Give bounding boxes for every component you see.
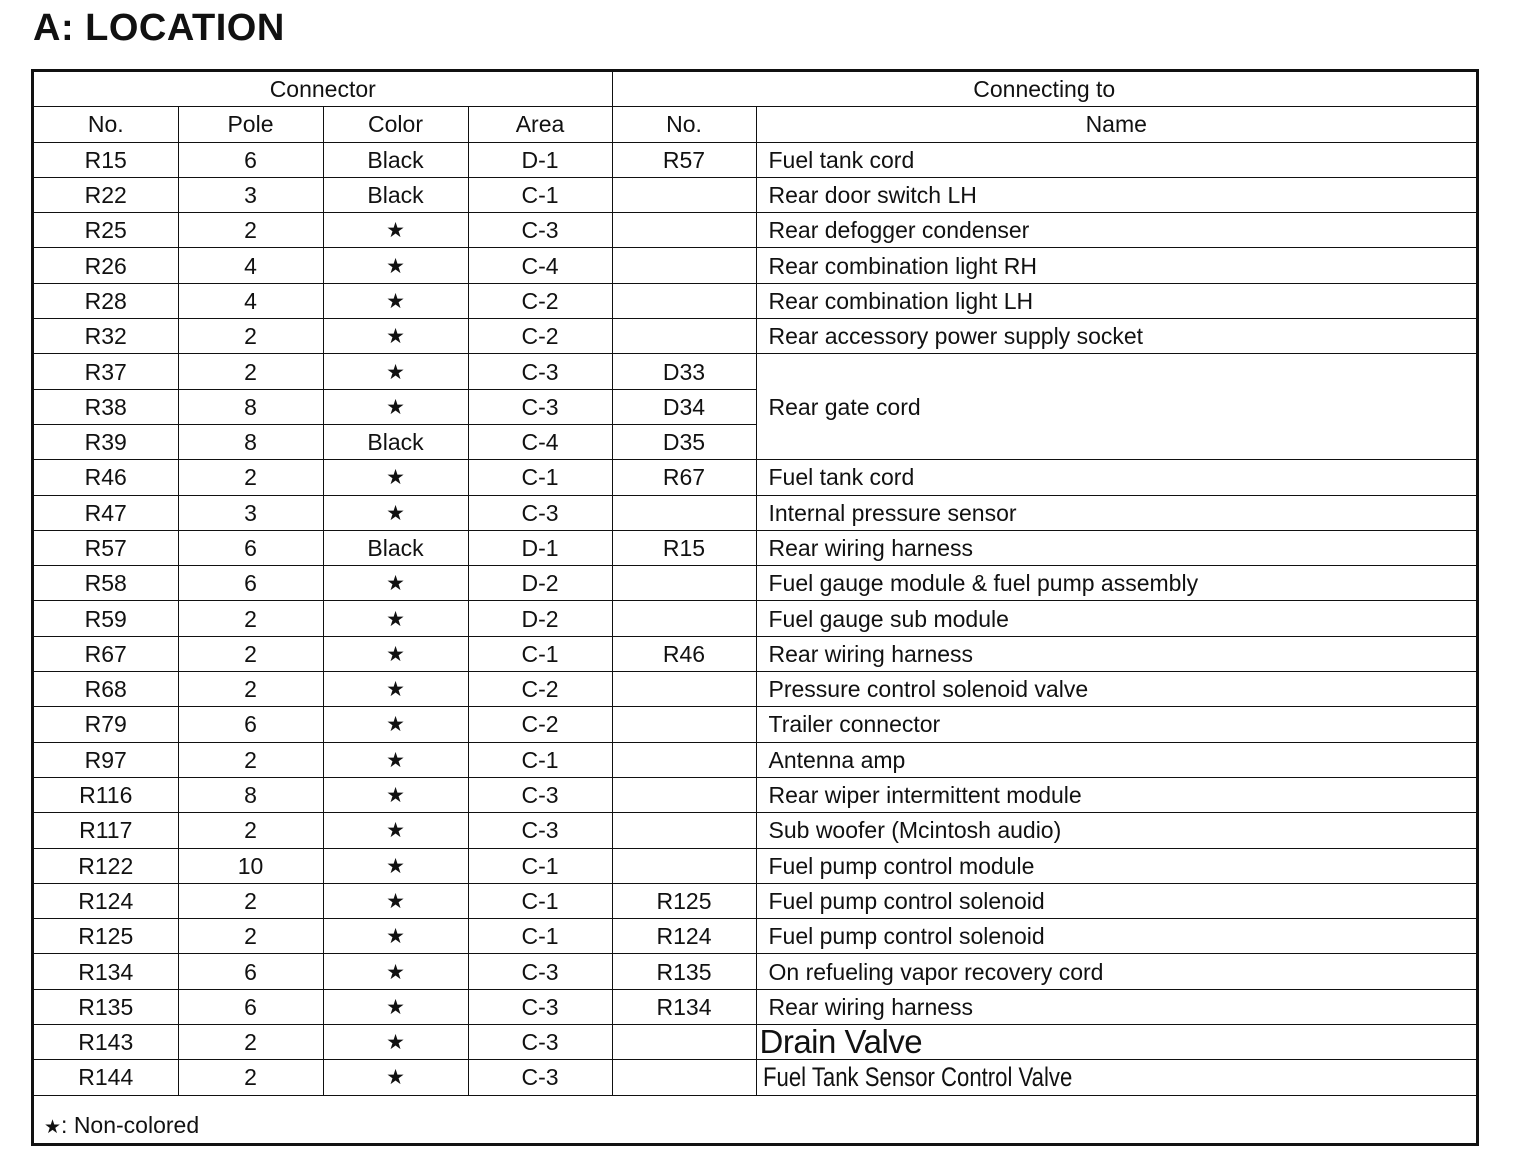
table-row bbox=[34, 919, 1476, 954]
table-row bbox=[34, 248, 1476, 283]
table-row bbox=[34, 636, 1476, 671]
cell-pole: 2 bbox=[178, 319, 323, 354]
cell-no: R97 bbox=[34, 742, 178, 777]
cell-area: C-1 bbox=[468, 742, 612, 777]
cell-connecting-no: R125 bbox=[612, 883, 756, 918]
cell-connecting-no bbox=[612, 777, 756, 812]
cell-pole: 2 bbox=[178, 354, 323, 389]
table-row bbox=[34, 566, 1476, 601]
cell-color-star-icon: ★ bbox=[323, 883, 468, 918]
cell-pole: 6 bbox=[178, 954, 323, 989]
cell-area: C-3 bbox=[468, 389, 612, 424]
cell-color-star-icon: ★ bbox=[323, 777, 468, 812]
table-row bbox=[34, 601, 1476, 636]
cell-name: Rear door switch LH bbox=[756, 177, 1476, 212]
cell-connecting-no bbox=[612, 1060, 756, 1095]
cell-connecting-no: R134 bbox=[612, 989, 756, 1024]
cell-name: Fuel pump control solenoid bbox=[756, 919, 1476, 954]
cell-no: R32 bbox=[34, 319, 178, 354]
cell-no: R125 bbox=[34, 919, 178, 954]
column-header-color: Color bbox=[323, 107, 468, 142]
cell-name bbox=[756, 1060, 1476, 1095]
cell-connecting-no bbox=[612, 213, 756, 248]
cell-name: Fuel gauge module & fuel pump assembly bbox=[756, 566, 1476, 601]
cell-pole: 3 bbox=[178, 177, 323, 212]
cell-name: Rear combination light LH bbox=[756, 283, 1476, 318]
cell-color-star-icon: ★ bbox=[323, 283, 468, 318]
cell-pole: 2 bbox=[178, 213, 323, 248]
cell-connecting-no bbox=[612, 566, 756, 601]
cell-color: Black bbox=[323, 424, 468, 459]
column-header-area: Area bbox=[468, 107, 612, 142]
cell-pole: 3 bbox=[178, 495, 323, 530]
table-row bbox=[34, 707, 1476, 742]
cell-pole: 2 bbox=[178, 742, 323, 777]
cell-area: C-1 bbox=[468, 848, 612, 883]
cell-area: C-3 bbox=[468, 495, 612, 530]
cell-connecting-no: D34 bbox=[612, 389, 756, 424]
cell-no: R68 bbox=[34, 672, 178, 707]
cell-color-star-icon: ★ bbox=[323, 742, 468, 777]
connector-table bbox=[34, 72, 1476, 1096]
cell-name: Rear combination light RH bbox=[756, 248, 1476, 283]
cell-name: Fuel gauge sub module bbox=[756, 601, 1476, 636]
star-icon: ★ bbox=[44, 1116, 62, 1138]
cell-color-star-icon: ★ bbox=[323, 672, 468, 707]
cell-no: R47 bbox=[34, 495, 178, 530]
cell-name: Fuel pump control solenoid bbox=[756, 883, 1476, 918]
cell-area: D-1 bbox=[468, 530, 612, 565]
cell-area: C-4 bbox=[468, 424, 612, 459]
cell-pole: 2 bbox=[178, 672, 323, 707]
cell-no: R143 bbox=[34, 1025, 178, 1060]
cell-no: R79 bbox=[34, 707, 178, 742]
cell-name-text: Fuel Tank Sensor Control Valve bbox=[762, 1061, 1072, 1092]
table-row bbox=[34, 283, 1476, 318]
cell-name: Sub woofer (Mcintosh audio) bbox=[756, 813, 1476, 848]
cell-name: Rear wiring harness bbox=[756, 636, 1476, 671]
page-title: A: LOCATION bbox=[33, 7, 285, 49]
cell-pole: 2 bbox=[178, 601, 323, 636]
cell-name: Fuel tank cord bbox=[756, 460, 1476, 495]
table-row bbox=[34, 354, 1476, 389]
cell-pole: 2 bbox=[178, 883, 323, 918]
cell-connecting-no: R46 bbox=[612, 636, 756, 671]
cell-pole: 4 bbox=[178, 283, 323, 318]
cell-connecting-no: D33 bbox=[612, 354, 756, 389]
cell-no: R22 bbox=[34, 177, 178, 212]
cell-pole: 8 bbox=[178, 424, 323, 459]
cell-color-star-icon: ★ bbox=[323, 707, 468, 742]
cell-color-star-icon: ★ bbox=[323, 813, 468, 848]
cell-name: Pressure control solenoid valve bbox=[756, 672, 1476, 707]
cell-no: R124 bbox=[34, 883, 178, 918]
cell-area: D-2 bbox=[468, 601, 612, 636]
column-header-row bbox=[34, 107, 1476, 142]
cell-connecting-no: R124 bbox=[612, 919, 756, 954]
cell-no: R135 bbox=[34, 989, 178, 1024]
cell-area: C-3 bbox=[468, 989, 612, 1024]
cell-no: R26 bbox=[34, 248, 178, 283]
cell-name: Rear gate cord bbox=[756, 354, 1476, 460]
column-header-pole: Pole bbox=[178, 107, 323, 142]
cell-color-star-icon: ★ bbox=[323, 601, 468, 636]
cell-connecting-no bbox=[612, 813, 756, 848]
cell-color-star-icon: ★ bbox=[323, 319, 468, 354]
cell-color-star-icon: ★ bbox=[323, 954, 468, 989]
cell-no: R144 bbox=[34, 1060, 178, 1095]
cell-name: Internal pressure sensor bbox=[756, 495, 1476, 530]
cell-pole: 2 bbox=[178, 1060, 323, 1095]
cell-name: Drain Valve bbox=[756, 1025, 1476, 1060]
cell-no: R58 bbox=[34, 566, 178, 601]
table-row bbox=[34, 530, 1476, 565]
cell-pole: 8 bbox=[178, 777, 323, 812]
cell-connecting-no: R57 bbox=[612, 142, 756, 177]
cell-color: Black bbox=[323, 530, 468, 565]
cell-color: Black bbox=[323, 177, 468, 212]
cell-color-star-icon: ★ bbox=[323, 389, 468, 424]
column-header-name: Name bbox=[756, 107, 1476, 142]
cell-area: D-1 bbox=[468, 142, 612, 177]
cell-color-star-icon: ★ bbox=[323, 354, 468, 389]
footnote bbox=[44, 1112, 199, 1139]
cell-area: C-1 bbox=[468, 177, 612, 212]
cell-connecting-no bbox=[612, 283, 756, 318]
table-row bbox=[34, 142, 1476, 177]
cell-area: C-2 bbox=[468, 707, 612, 742]
cell-name: Fuel pump control module bbox=[756, 848, 1476, 883]
cell-area: C-3 bbox=[468, 354, 612, 389]
table-row bbox=[34, 213, 1476, 248]
cell-connecting-no bbox=[612, 319, 756, 354]
cell-color-star-icon: ★ bbox=[323, 1060, 468, 1095]
table-row bbox=[34, 177, 1476, 212]
cell-no: R38 bbox=[34, 389, 178, 424]
table-row bbox=[34, 848, 1476, 883]
cell-area: C-3 bbox=[468, 213, 612, 248]
cell-area: C-3 bbox=[468, 954, 612, 989]
cell-connecting-no bbox=[612, 177, 756, 212]
cell-area: C-1 bbox=[468, 919, 612, 954]
cell-pole: 10 bbox=[178, 848, 323, 883]
cell-area: C-1 bbox=[468, 883, 612, 918]
cell-no: R25 bbox=[34, 213, 178, 248]
cell-color-star-icon: ★ bbox=[323, 495, 468, 530]
cell-no: R37 bbox=[34, 354, 178, 389]
connector-table-frame bbox=[31, 69, 1479, 1146]
cell-area: D-2 bbox=[468, 566, 612, 601]
cell-pole: 2 bbox=[178, 919, 323, 954]
table-row bbox=[34, 883, 1476, 918]
cell-connecting-no bbox=[612, 248, 756, 283]
cell-name: Antenna amp bbox=[756, 742, 1476, 777]
cell-area: C-3 bbox=[468, 1025, 612, 1060]
cell-pole: 6 bbox=[178, 142, 323, 177]
table-row bbox=[34, 672, 1476, 707]
cell-no: R39 bbox=[34, 424, 178, 459]
cell-pole: 4 bbox=[178, 248, 323, 283]
cell-connecting-no bbox=[612, 672, 756, 707]
cell-color-star-icon: ★ bbox=[323, 460, 468, 495]
cell-area: C-1 bbox=[468, 636, 612, 671]
table-row bbox=[34, 495, 1476, 530]
cell-no: R46 bbox=[34, 460, 178, 495]
cell-name: Rear defogger condenser bbox=[756, 213, 1476, 248]
cell-no: R57 bbox=[34, 530, 178, 565]
table-row bbox=[34, 1025, 1476, 1060]
table-row bbox=[34, 319, 1476, 354]
cell-no: R67 bbox=[34, 636, 178, 671]
cell-color-star-icon: ★ bbox=[323, 989, 468, 1024]
cell-area: C-3 bbox=[468, 813, 612, 848]
group-header-row bbox=[34, 72, 1476, 107]
cell-pole: 8 bbox=[178, 389, 323, 424]
table-row bbox=[34, 954, 1476, 989]
cell-name: Rear wiring harness bbox=[756, 989, 1476, 1024]
cell-name: Fuel tank cord bbox=[756, 142, 1476, 177]
table-row bbox=[34, 742, 1476, 777]
cell-color-star-icon: ★ bbox=[323, 636, 468, 671]
table-row bbox=[34, 1060, 1476, 1095]
cell-pole: 6 bbox=[178, 989, 323, 1024]
cell-pole: 2 bbox=[178, 636, 323, 671]
cell-area: C-2 bbox=[468, 672, 612, 707]
cell-area: C-1 bbox=[468, 460, 612, 495]
cell-name: Rear wiring harness bbox=[756, 530, 1476, 565]
cell-no: R122 bbox=[34, 848, 178, 883]
group-header-connector: Connector bbox=[34, 72, 612, 107]
cell-connecting-no: R67 bbox=[612, 460, 756, 495]
table-row bbox=[34, 777, 1476, 812]
cell-name: Rear wiper intermittent module bbox=[756, 777, 1476, 812]
group-header-connecting-to: Connecting to bbox=[612, 72, 1476, 107]
cell-no: R15 bbox=[34, 142, 178, 177]
cell-color-star-icon: ★ bbox=[323, 248, 468, 283]
cell-color: Black bbox=[323, 142, 468, 177]
table-row bbox=[34, 460, 1476, 495]
cell-no: R116 bbox=[34, 777, 178, 812]
cell-no: R59 bbox=[34, 601, 178, 636]
cell-name: Rear accessory power supply socket bbox=[756, 319, 1476, 354]
cell-area: C-3 bbox=[468, 1060, 612, 1095]
table-row bbox=[34, 989, 1476, 1024]
cell-connecting-no bbox=[612, 1025, 756, 1060]
cell-name: On refueling vapor recovery cord bbox=[756, 954, 1476, 989]
cell-connecting-no bbox=[612, 707, 756, 742]
cell-pole: 6 bbox=[178, 707, 323, 742]
cell-pole: 2 bbox=[178, 460, 323, 495]
column-header-no: No. bbox=[34, 107, 178, 142]
cell-color-star-icon: ★ bbox=[323, 213, 468, 248]
cell-connecting-no: R135 bbox=[612, 954, 756, 989]
cell-connecting-no bbox=[612, 742, 756, 777]
cell-color-star-icon: ★ bbox=[323, 919, 468, 954]
cell-connecting-no bbox=[612, 495, 756, 530]
cell-color-star-icon: ★ bbox=[323, 566, 468, 601]
footnote-text: : Non-colored bbox=[61, 1112, 200, 1138]
cell-pole: 2 bbox=[178, 813, 323, 848]
cell-connecting-no: D35 bbox=[612, 424, 756, 459]
cell-connecting-no: R15 bbox=[612, 530, 756, 565]
cell-connecting-no bbox=[612, 848, 756, 883]
cell-area: C-2 bbox=[468, 319, 612, 354]
table-row bbox=[34, 813, 1476, 848]
cell-area: C-4 bbox=[468, 248, 612, 283]
cell-pole: 6 bbox=[178, 566, 323, 601]
column-header-connecting-no: No. bbox=[612, 107, 756, 142]
cell-pole: 6 bbox=[178, 530, 323, 565]
cell-area: C-3 bbox=[468, 777, 612, 812]
cell-no: R28 bbox=[34, 283, 178, 318]
cell-area: C-2 bbox=[468, 283, 612, 318]
cell-color-star-icon: ★ bbox=[323, 848, 468, 883]
cell-connecting-no bbox=[612, 601, 756, 636]
cell-no: R134 bbox=[34, 954, 178, 989]
cell-color-star-icon: ★ bbox=[323, 1025, 468, 1060]
cell-no: R117 bbox=[34, 813, 178, 848]
cell-name: Trailer connector bbox=[756, 707, 1476, 742]
cell-pole: 2 bbox=[178, 1025, 323, 1060]
